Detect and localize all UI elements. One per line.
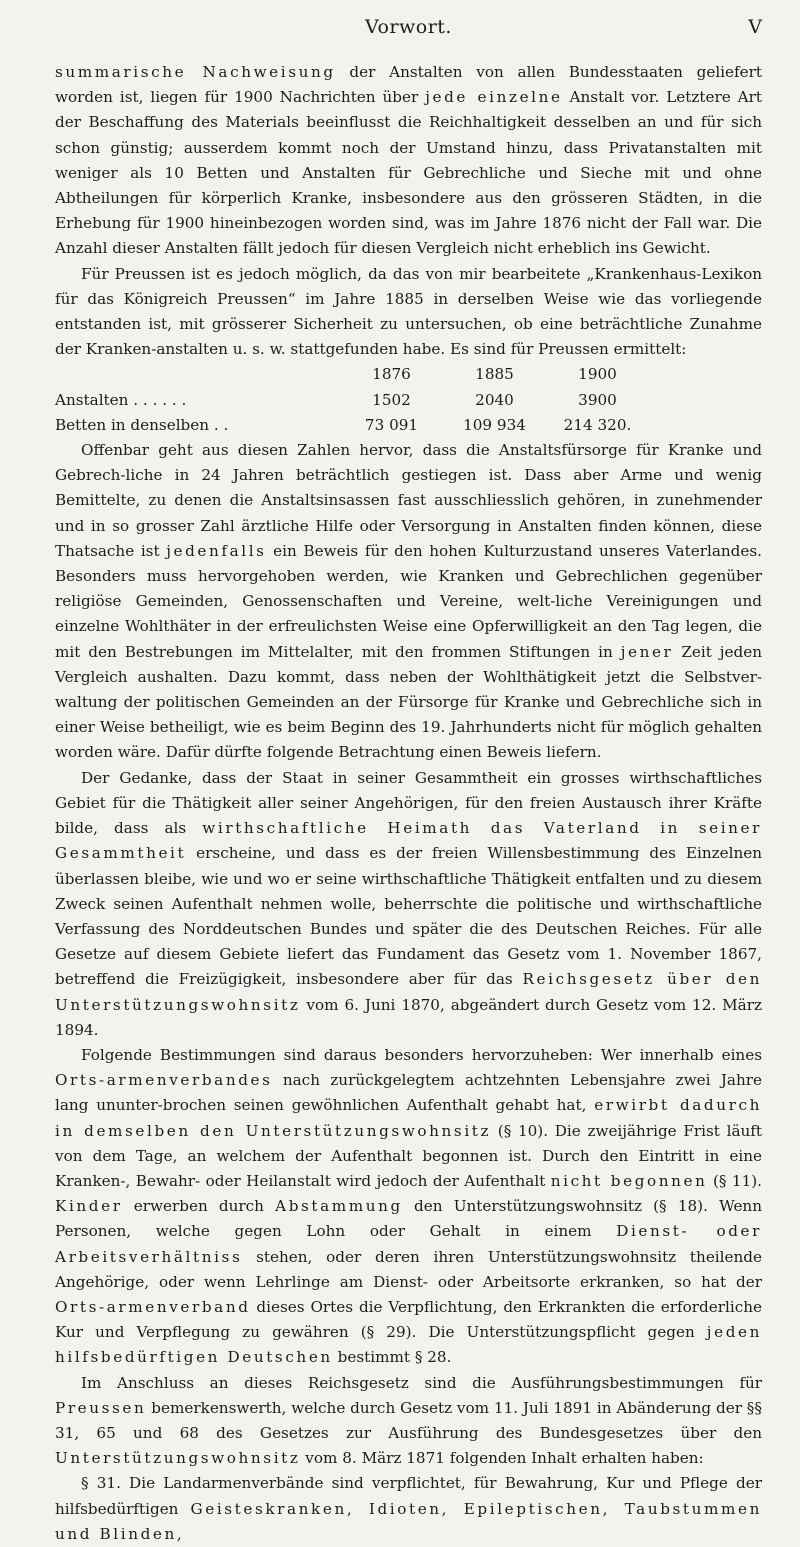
text-run: Zeit jeden Vergleich aushalten. Dazu kommt, dass neben der Wohlthätigkeit jetzt die Selbstver-waltung der politischen Gemeinden an der Fürsorge für Kranke und Gebrechliche sich in einer Weise betheiligt, wie es beim Beginn des 19. Jahrhunderts nicht für möglich gehalten worden wäre. Dafür dürfte folgende Betrachtung einen Beweis liefern.	[55, 642, 762, 762]
running-title: Vorwort.	[365, 16, 452, 38]
spaced-emphasis: jeden hilfsbedürftigen Deutschen	[55, 1323, 762, 1367]
text-run: erwerben durch	[122, 1197, 276, 1216]
text-run: vom 8. März 1871 folgenden Inhalt erhalten haben:	[300, 1449, 704, 1468]
spaced-emphasis: Unterstützungswohnsitz	[55, 1449, 301, 1468]
spaced-emphasis: Orts-armenverband	[55, 1297, 251, 1316]
spaced-emphasis: jedenfalls	[166, 541, 267, 560]
text-run: Im Anschluss an dieses Reichsgesetz sind die Ausführungsbestimmungen für	[81, 1373, 762, 1392]
text-run: vom 6. Juni 1870, abgeändert durch Gesetz vom 12. März 1894.	[55, 995, 762, 1039]
text-run: nach zurückgelegtem achtzehnten Lebensjahre zwei Jahre lang ununter-brochen seinen gewöhnlichen Aufenthalt gehabt hat,	[55, 1071, 762, 1115]
paragraph-3	[55, 438, 762, 766]
paragraph-6	[55, 1371, 762, 1472]
table-cell: 73 091	[364, 415, 419, 434]
spaced-emphasis: jede einzelne	[425, 88, 563, 107]
spaced-emphasis: erwirbt dadurch in demselben den Unterstützungswohnsitz	[55, 1096, 762, 1140]
row-label: Anstalten . . . . . .	[55, 390, 187, 409]
paragraph-2: Für Preussen ist es jedoch möglich, da das von mir bearbeitete „Krankenhaus-Lexikon für das Königreich Preussen“ im Jahre 1885 in derselben Weise wie das vorliegende entstanden ist, mit grösserer Sicherheit zu untersuchen, ob eine beträchtliche Zunahme der Kranken-anstalten u. s. w. stattgefunden habe. Es sind für Preussen ermittelt:	[55, 264, 762, 359]
page-header	[55, 14, 762, 44]
spaced-emphasis: Geisteskranken, Idioten, Epileptischen, Taubstummen und Blinden,	[55, 1499, 762, 1543]
table-corner	[55, 362, 340, 387]
spaced-emphasis: Reichsgesetz über den Unterstützungswohnsitz	[55, 970, 762, 1014]
table-row	[55, 388, 649, 413]
spaced-emphasis: wirthschaftliche Heimath das Vaterland in seiner Gesammtheit	[55, 819, 763, 863]
text-run: dieses Ortes die Verpflichtung, den Erkrankten die erforderliche Kur und Verpflegung zu gewähren (§ 29). Die Unterstützungspflicht gegen	[55, 1297, 762, 1342]
text-run: bemerkenswerth, welche durch Gesetz vom 11. Juli 1891 in Abänderung der §§ 31, 65 und 68 des Gesetzes zur Ausführung des Bundesgesetzes über den	[55, 1398, 762, 1442]
text-run: Offenbar geht aus diesen Zahlen hervor, dass die Anstaltsfürsorge für Kranke und Gebrech-liche in 24 Jahren beträchtlich gestiegen ist. Dass aber Arme und wenig Bemittelte, zu denen die Anstaltsinsassen fast ausschliesslich gehören, in zunehmender und in so grosser Zahl ärztliche Hilfe oder Versorgung in Anstalten finden können, diese Thatsache ist	[55, 441, 762, 560]
spaced-emphasis: Preussen	[55, 1398, 147, 1417]
spaced-emphasis: Abstammung	[275, 1197, 403, 1216]
paragraph-7	[55, 1471, 762, 1547]
spaced-emphasis: Orts-armenverbandes	[55, 1071, 273, 1090]
page-number: V	[748, 16, 762, 38]
table-header-row	[55, 362, 649, 387]
spaced-emphasis: Dienst- oder Arbeitsverhältniss	[55, 1222, 762, 1266]
text-run: stehen, oder deren ihren Unterstützungswohnsitz theilende Angehörige, oder wenn Lehrlinge am Dienst- oder Arbeitsorte erkranken, so hat der	[55, 1247, 762, 1291]
text-run: (§ 10). Die zweijährige Frist läuft von dem Tage, an welchem der Aufenthalt begonnen ist. Durch den Eintritt in eine Kranken-, Bewahr- oder Heilanstalt wird jedoch der Aufenthalt	[55, 1121, 763, 1190]
paragraph-5	[55, 1043, 762, 1371]
table-row	[55, 413, 649, 438]
spaced-emphasis: summarische Nachweisung	[55, 63, 336, 81]
text-run: bestimmt § 28.	[332, 1348, 452, 1367]
text-run: § 31. Die Landarmenverbände sind verpflichtet, für Bewahrung, Kur und Pflege der hilfsbedürftigen	[55, 1474, 762, 1518]
table-cell: 1502	[372, 390, 411, 409]
table-cell: 3900	[578, 390, 617, 409]
statistics-table	[55, 362, 649, 438]
text-run: der Anstalten von allen Bundesstaaten geliefert worden ist, liegen für 1900 Nachrichten über	[55, 63, 762, 107]
row-label: Betten in denselben . .	[55, 415, 229, 434]
table-cell: 214 320.	[563, 415, 632, 434]
text-run: Der Gedanke, dass der Staat in seiner Gesammtheit ein grosses wirthschaftliches Gebiet für die Thätigkeit aller seiner Angehörigen, für den freien Austausch ihrer Kräfte bilde, dass als	[55, 768, 762, 838]
year-header: 1876	[372, 365, 411, 384]
text-run: ein Beweis für den hohen Kulturzustand unseres Vaterlandes. Besonders muss hervorgehoben werden, wie Kranken und Gebrechlichen gegenüber religiöse Gemeinden, Genossenschaften und Vereine, welt-liche Vereinigungen und einzelne Wohlthäter in der erfreulichsten Weise eine Opferwilligkeit an den Tag legen, die mit den Bestrebungen im Mittelalter, mit den frommen Stiftungen in	[55, 541, 762, 661]
text-run: (§ 11).	[707, 1171, 762, 1190]
body-text	[55, 60, 762, 1547]
spaced-emphasis: Kinder	[55, 1197, 123, 1216]
text-run: erscheine, und dass es der freien Willensbestimmung des Einzelnen überlassen bleibe, wie und wo er seine wirthschaftliche Thätigkeit entfalten und zu diesem Zweck seinen Aufenthalt nehmen wolle, beherrschte die politische und wirthschaftliche Verfassung des Norddeutschen Bundes und später die des Deutschen Reiches. Für alle Gesetze auf diesem Gebiete liefert das Fundament das Gesetz vom 1. November 1867, betreffend die Freizügigkeit, insbesondere aber für das	[55, 844, 762, 989]
text-run: den Unterstützungswohnsitz (§ 18). Wenn Personen, welche gegen Lohn oder Gehalt in einem	[55, 1197, 762, 1241]
year-header: 1900	[578, 365, 617, 384]
year-header: 1885	[475, 365, 514, 384]
table-cell: 2040	[475, 390, 514, 409]
text-run: Anstalt vor. Letztere Art der Beschaffung des Materials beeinflusst die Reichhaltigkeit desselben an und für sich schon günstig; ausserdem kommt noch der Umstand hinzu, dass Privatanstalten mit weniger als 10 Betten und Anstalten für Gebrechliche und Sieche mit und ohne Abtheilungen für körperlich Kranke, insbesondere aus den grösseren Städten, in die Erhebung für 1900 hineinbezogen worden sind, was im Jahre 1876 nicht der Fall war. Die Anzahl dieser Anstalten fällt jedoch für diesen Vergleich nicht erheblich ins Gewicht.	[55, 88, 762, 258]
paragraph-1	[55, 60, 762, 262]
table-cell: 109 934	[463, 415, 526, 434]
paragraph-4	[55, 766, 762, 1043]
text-run: Folgende Bestimmungen sind daraus besonders hervorzuheben: Wer innerhalb eines	[81, 1045, 762, 1064]
spaced-emphasis: nicht begonnen	[550, 1171, 708, 1190]
spaced-emphasis: jener	[620, 642, 674, 661]
